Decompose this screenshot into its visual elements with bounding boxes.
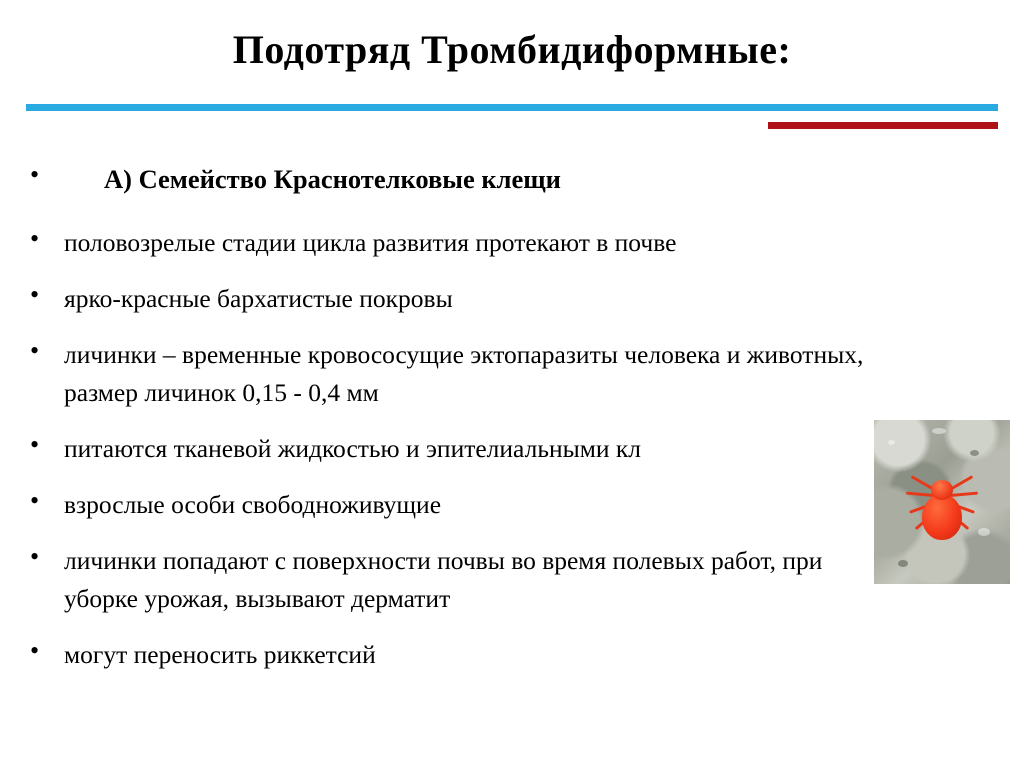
list-item xyxy=(30,160,990,198)
bullet-marker-icon: • xyxy=(30,542,40,571)
red-mite-icon xyxy=(910,472,972,542)
title-area xyxy=(0,26,1024,73)
mite-photo xyxy=(874,420,1010,584)
rock-speck xyxy=(932,428,946,434)
mite-abdomen xyxy=(922,494,962,540)
list-item-label: половозрелые стадии цикла развития протекают в почве xyxy=(64,228,677,257)
bullet-marker-icon: • xyxy=(30,486,40,515)
list-item xyxy=(30,224,990,262)
bullet-marker-icon: • xyxy=(30,430,40,459)
list-item-label: личинки попадают с поверхности почвы во время полевых работ, при уборке урожая, вызывают дерматит xyxy=(64,546,823,613)
list-item-label: личинки – временные кровососущие эктопаразиты человека и животных, размер личинок 0,15 - 0,4 мм xyxy=(64,340,864,407)
bullet-marker-icon: • xyxy=(30,224,40,253)
bullet-marker-icon: • xyxy=(30,636,40,665)
rock-speck xyxy=(978,528,990,536)
rock-speck xyxy=(898,560,908,567)
divider-blue xyxy=(26,104,998,111)
rock-speck xyxy=(888,440,895,445)
list-item-label: А) Семейство Краснотелковые клещи xyxy=(104,164,561,194)
list-item xyxy=(30,486,990,524)
list-item xyxy=(30,542,990,618)
list-item xyxy=(30,636,990,674)
bullet-marker-icon: • xyxy=(30,280,40,309)
bullet-list xyxy=(30,160,990,692)
bullet-marker-icon: • xyxy=(30,160,40,189)
mite-leg xyxy=(906,492,934,497)
mite-head xyxy=(931,480,953,500)
rock-speck xyxy=(970,450,979,456)
divider-red xyxy=(768,122,998,129)
list-item xyxy=(30,336,990,412)
list-item-label: взрослые особи свободноживущие xyxy=(64,490,442,519)
list-item xyxy=(30,430,990,468)
page-title: Подотряд Тромбидиформные: xyxy=(232,27,792,72)
list-item-label: ярко-красные бархатистые покровы xyxy=(64,284,453,313)
list-item-label: питаются тканевой жидкостью и эпителиальными кл xyxy=(64,434,641,463)
list-item-label: могут переносить риккетсий xyxy=(64,640,376,669)
list-item xyxy=(30,280,990,318)
bullet-marker-icon: • xyxy=(30,336,40,365)
